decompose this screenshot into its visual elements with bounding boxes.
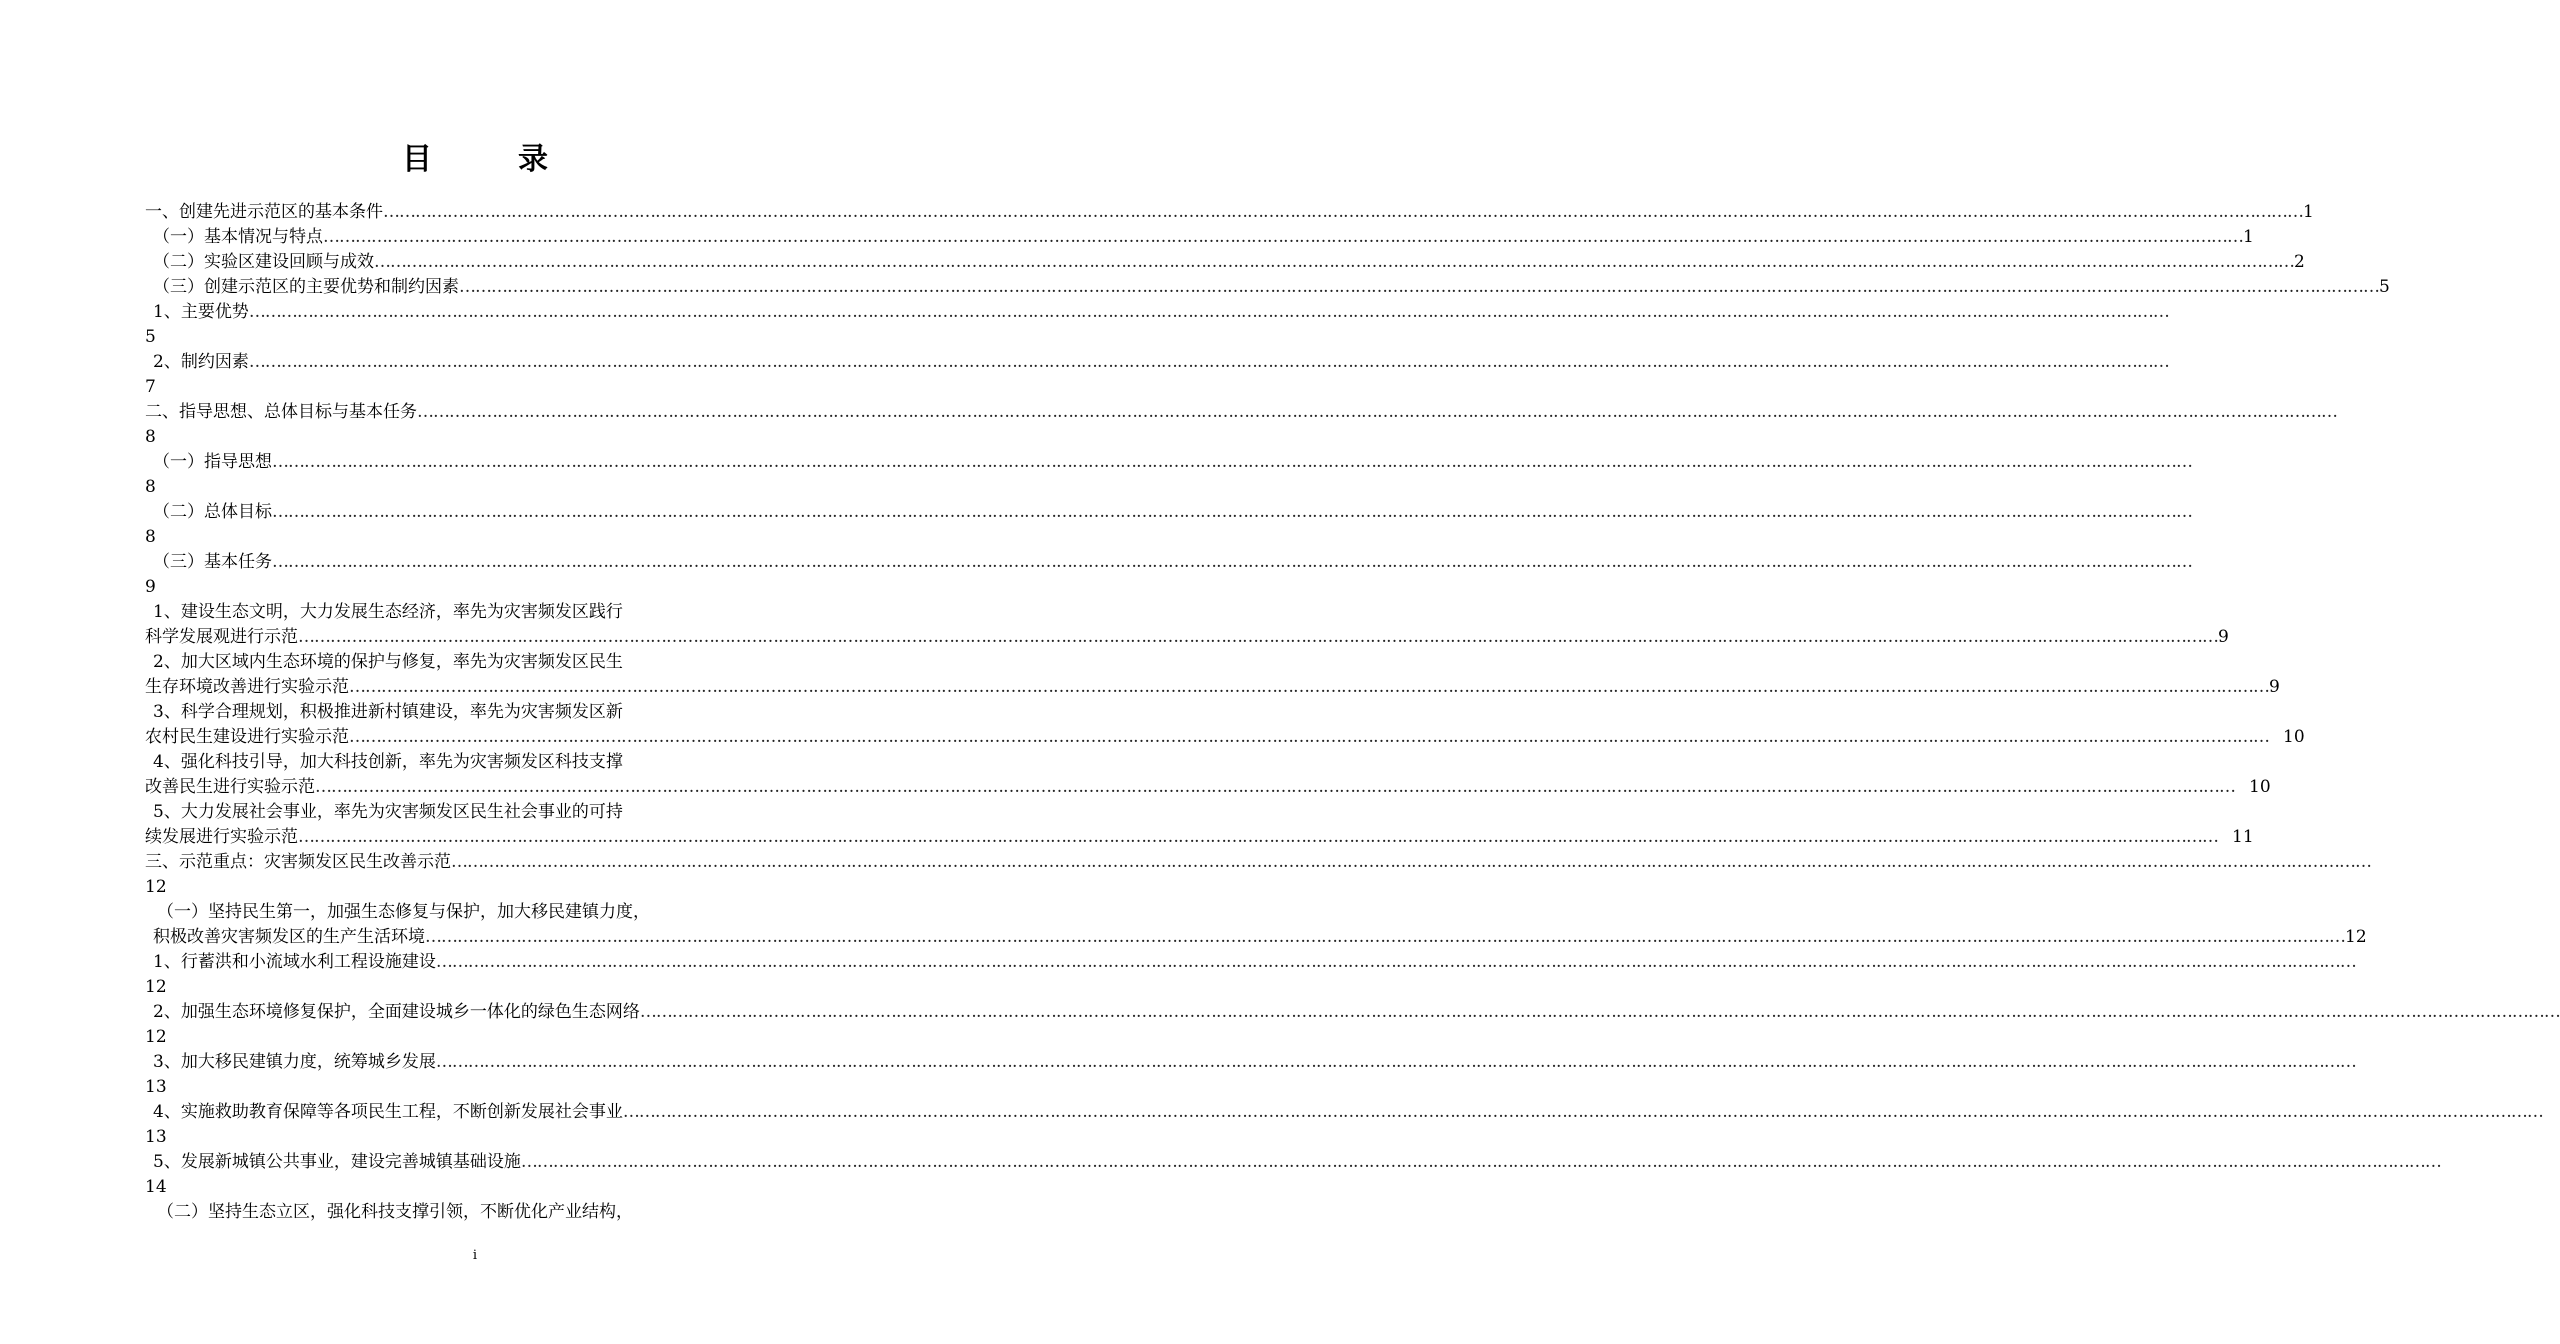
toc-entry-text: （二）实验区建设回顾与成效 bbox=[153, 252, 374, 272]
toc-line bbox=[145, 750, 809, 775]
toc-leader-dots: ……………………………………………………………………………………………………………………………………………………………………………………………………………………………………………………………………………………………………………………………… bbox=[272, 452, 2192, 472]
toc-leader-dots: ……………………………………………………………………………………………………………………………………………………………………………………………………………………………………………………………………………………………………………………………… bbox=[349, 727, 2269, 747]
toc-page-number: 2 bbox=[2294, 252, 2305, 272]
toc-leader-dots: ……………………………………………………………………………………………………………………………………………………………………………………………………………………………………………………………………………………………………………………………… bbox=[435, 952, 2356, 972]
toc-line bbox=[145, 875, 809, 900]
toc-line bbox=[145, 400, 2337, 425]
toc-line-text: （二）坚持生态立区，强化科技支撑引领，不断优化产业结构， bbox=[157, 1202, 633, 1222]
toc-line bbox=[145, 275, 2390, 300]
toc-line bbox=[145, 975, 809, 1000]
title-char-1: 目 bbox=[402, 142, 432, 177]
toc-leader-dots: ……………………………………………………………………………………………………………………………………………………………………………………………………………………………………………………………………………………………………………………………… bbox=[374, 252, 2294, 272]
toc-line-text: 14 bbox=[145, 1177, 167, 1197]
toc-page-number: 9 bbox=[2218, 627, 2229, 647]
toc-line bbox=[145, 600, 809, 625]
toc-page-number: 10 bbox=[2249, 777, 2271, 797]
toc-page-number: 12 bbox=[2345, 927, 2367, 947]
toc-leader-dots: ……………………………………………………………………………………………………………………………………………………………………………………………………………………………………………………………………………………………………………………………… bbox=[639, 1002, 2560, 1022]
toc-line bbox=[145, 950, 2356, 975]
title-char-2: 录 bbox=[518, 142, 548, 177]
page-footer-number: i bbox=[472, 1248, 478, 1263]
toc-entry-text: 2、制约因素 bbox=[153, 352, 249, 372]
toc-line bbox=[145, 550, 2192, 575]
toc-entry-text: 改善民生进行实验示范 bbox=[145, 777, 315, 797]
toc-leader-dots: ……………………………………………………………………………………………………………………………………………………………………………………………………………………………………………………………………………………………………………………………… bbox=[248, 352, 2169, 372]
table-of-contents bbox=[145, 200, 2560, 1225]
toc-entry-text: 1、主要优势 bbox=[153, 302, 249, 322]
toc-line bbox=[145, 225, 2254, 250]
toc-leader-dots: ……………………………………………………………………………………………………………………………………………………………………………………………………………………………………………………………………………………………………………………………… bbox=[272, 552, 2192, 572]
toc-line-text: 12 bbox=[145, 1027, 167, 1047]
toc-line bbox=[145, 525, 809, 550]
toc-line-text: 4、强化科技引导，加大科技创新，率先为灾害频发区科技支撑 bbox=[153, 752, 623, 772]
toc-leader-dots: ……………………………………………………………………………………………………………………………………………………………………………………………………………………………………………………………………………………………………………………………… bbox=[425, 927, 2345, 947]
page-title bbox=[0, 134, 950, 178]
toc-line bbox=[145, 650, 809, 675]
toc-line-text: 8 bbox=[145, 477, 156, 497]
toc-line-text: 12 bbox=[145, 877, 167, 897]
toc-leader-dots: ……………………………………………………………………………………………………………………………………………………………………………………………………………………………………………………………………………………………………………………………… bbox=[298, 627, 2218, 647]
toc-line bbox=[145, 675, 2280, 700]
toc-line bbox=[145, 1050, 2356, 1075]
toc-line bbox=[145, 325, 809, 350]
toc-line bbox=[145, 850, 2371, 875]
toc-leader-dots: ……………………………………………………………………………………………………………………………………………………………………………………………………………………………………………………………………………………………………………………………… bbox=[272, 502, 2192, 522]
toc-leader-dots: ……………………………………………………………………………………………………………………………………………………………………………………………………………………………………………………………………………………………………………………………… bbox=[383, 202, 2303, 222]
toc-entry-text: 农村民生建设进行实验示范 bbox=[145, 727, 349, 747]
toc-leader-dots: ……………………………………………………………………………………………………………………………………………………………………………………………………………………………………………………………………………………………………………………………… bbox=[459, 277, 2379, 297]
toc-leader-dots: ……………………………………………………………………………………………………………………………………………………………………………………………………………………………………………………………………………………………………………………………… bbox=[451, 852, 2371, 872]
toc-line bbox=[145, 300, 2169, 325]
toc-leader-dots: ……………………………………………………………………………………………………………………………………………………………………………………………………………………………………………………………………………………………………………………………… bbox=[248, 302, 2169, 322]
toc-leader-dots: ……………………………………………………………………………………………………………………………………………………………………………………………………………………………………………………………………………………………………………………………… bbox=[298, 827, 2218, 847]
toc-line bbox=[145, 1000, 2560, 1025]
toc-line-text: 1、建设生态文明，大力发展生态经济，率先为灾害频发区践行 bbox=[153, 602, 623, 622]
toc-page-number: 1 bbox=[2303, 202, 2314, 222]
toc-line-text: 5、大力发展社会事业，率先为灾害频发区民生社会事业的可持 bbox=[153, 802, 623, 822]
toc-line bbox=[145, 1075, 809, 1100]
toc-entry-text: 二、指导思想、总体目标与基本任务 bbox=[145, 402, 417, 422]
toc-page-number: 5 bbox=[2379, 277, 2390, 297]
toc-leader-dots: ……………………………………………………………………………………………………………………………………………………………………………………………………………………………………………………………………………………………………………………………… bbox=[323, 227, 2243, 247]
toc-line bbox=[145, 725, 2305, 750]
toc-entry-text: 生存环境改善进行实验示范 bbox=[145, 677, 349, 697]
toc-line-text: 8 bbox=[145, 527, 156, 547]
toc-line bbox=[145, 475, 809, 500]
toc-line-text: 2、加大区域内生态环境的保护与修复，率先为灾害频发区民生 bbox=[153, 652, 623, 672]
toc-page-number: 11 bbox=[2232, 827, 2254, 847]
toc-line bbox=[145, 925, 2367, 950]
toc-entry-text: 三、示范重点：灾害频发区民生改善示范 bbox=[145, 852, 451, 872]
toc-entry-text: （三）基本任务 bbox=[153, 552, 272, 572]
toc-line bbox=[145, 1175, 809, 1200]
toc-entry-text: 1、行蓄洪和小流域水利工程设施建设 bbox=[153, 952, 436, 972]
toc-line-text: 13 bbox=[145, 1077, 167, 1097]
toc-entry-text: （一）指导思想 bbox=[153, 452, 272, 472]
toc-line bbox=[145, 900, 809, 925]
toc-line-text: 7 bbox=[145, 377, 156, 397]
toc-page-number: 9 bbox=[2269, 677, 2280, 697]
toc-entry-text: 续发展进行实验示范 bbox=[145, 827, 298, 847]
toc-entry-text: （一）基本情况与特点 bbox=[153, 227, 323, 247]
toc-entry-text: （二）总体目标 bbox=[153, 502, 272, 522]
toc-entry-text: 2、加强生态环境修复保护，全面建设城乡一体化的绿色生态网络 bbox=[153, 1002, 640, 1022]
toc-leader-dots: ……………………………………………………………………………………………………………………………………………………………………………………………………………………………………………………………………………………………………………………………… bbox=[315, 777, 2235, 797]
toc-line-text: （一）坚持民生第一，加强生态修复与保护，加大移民建镇力度， bbox=[157, 902, 650, 922]
toc-line bbox=[145, 1200, 809, 1225]
toc-line bbox=[145, 350, 2169, 375]
toc-line bbox=[145, 375, 809, 400]
toc-line bbox=[145, 625, 2229, 650]
toc-line bbox=[145, 575, 809, 600]
toc-line bbox=[145, 775, 2271, 800]
toc-line bbox=[145, 250, 2305, 275]
toc-line bbox=[145, 1100, 2543, 1125]
toc-page-number: 10 bbox=[2283, 727, 2305, 747]
toc-line-text: 9 bbox=[145, 577, 156, 597]
toc-leader-dots: ……………………………………………………………………………………………………………………………………………………………………………………………………………………………………………………………………………………………………………………………… bbox=[435, 1052, 2356, 1072]
toc-line bbox=[145, 450, 2192, 475]
toc-page-number: 1 bbox=[2243, 227, 2254, 247]
toc-line bbox=[145, 825, 2254, 850]
toc-entry-text: 4、实施救助教育保障等各项民生工程，不断创新发展社会事业 bbox=[153, 1102, 623, 1122]
toc-entry-text: 积极改善灾害频发区的生产生活环境 bbox=[153, 927, 425, 947]
toc-entry-text: （三）创建示范区的主要优势和制约因素 bbox=[153, 277, 459, 297]
toc-line bbox=[145, 500, 2192, 525]
toc-leader-dots: ……………………………………………………………………………………………………………………………………………………………………………………………………………………………………………………………………………………………………………………………… bbox=[417, 402, 2337, 422]
toc-leader-dots: ……………………………………………………………………………………………………………………………………………………………………………………………………………………………………………………………………………………………………………………………… bbox=[622, 1102, 2543, 1122]
toc-entry-text: 科学发展观进行示范 bbox=[145, 627, 298, 647]
toc-line bbox=[145, 700, 809, 725]
toc-leader-dots: ……………………………………………………………………………………………………………………………………………………………………………………………………………………………………………………………………………………………………………………………… bbox=[520, 1152, 2441, 1172]
toc-entry-text: 5、发展新城镇公共事业，建设完善城镇基础设施 bbox=[153, 1152, 521, 1172]
toc-line bbox=[145, 425, 809, 450]
toc-line-text: 13 bbox=[145, 1127, 167, 1147]
toc-line bbox=[145, 1025, 809, 1050]
toc-line bbox=[145, 800, 809, 825]
toc-line bbox=[145, 1125, 809, 1150]
toc-line-text: 8 bbox=[145, 427, 156, 447]
toc-line-text: 5 bbox=[145, 327, 156, 347]
toc-entry-text: 一、创建先进示范区的基本条件 bbox=[145, 202, 383, 222]
toc-line-text: 3、科学合理规划，积极推进新村镇建设，率先为灾害频发区新 bbox=[153, 702, 623, 722]
toc-line bbox=[145, 200, 2314, 225]
toc-leader-dots: ……………………………………………………………………………………………………………………………………………………………………………………………………………………………………………………………………………………………………………………………… bbox=[349, 677, 2269, 697]
toc-line bbox=[145, 1150, 2441, 1175]
toc-line-text: 12 bbox=[145, 977, 167, 997]
toc-entry-text: 3、加大移民建镇力度，统筹城乡发展 bbox=[153, 1052, 436, 1072]
